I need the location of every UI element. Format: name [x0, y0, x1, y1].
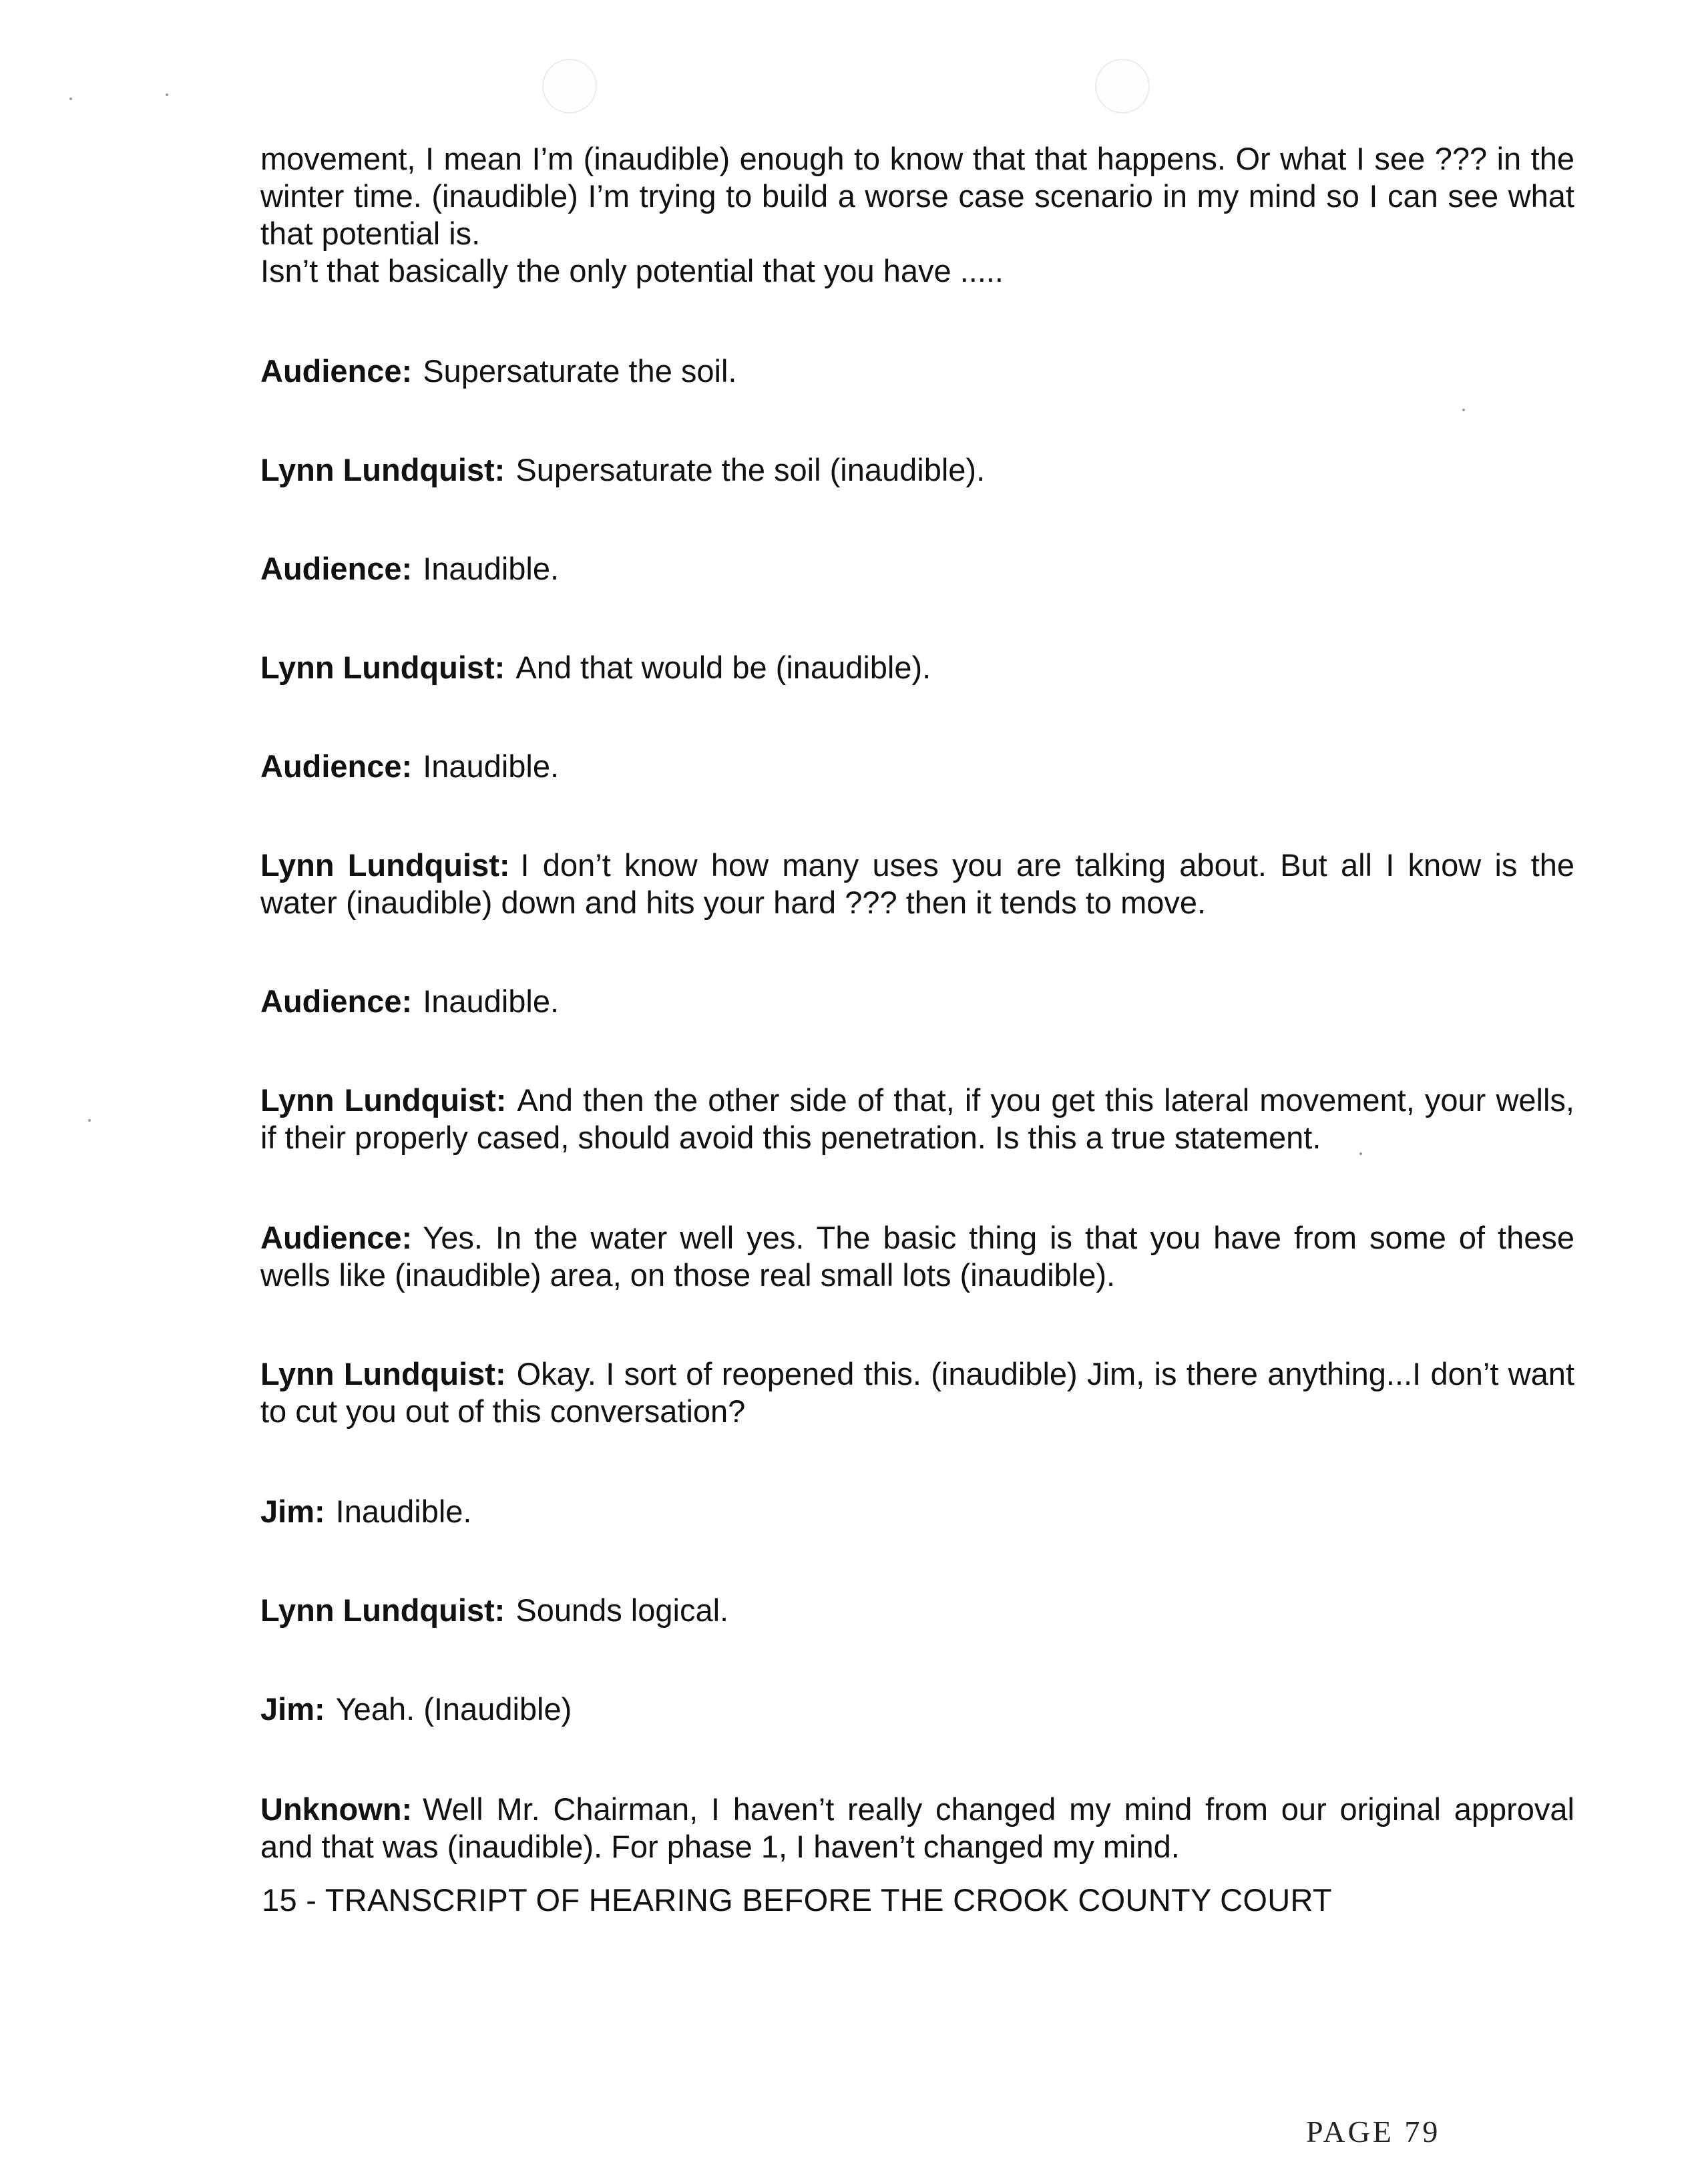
speaker-name: Audience:	[260, 984, 413, 1019]
dialogue-turn	[260, 353, 1574, 390]
speaker-name: Audience:	[260, 1220, 413, 1255]
speech-text: And that would be (inaudible).	[515, 650, 931, 685]
speech-text: Inaudible.	[423, 984, 560, 1019]
speaker-name: Lynn Lundquist:	[260, 1356, 506, 1391]
speaker-name: Jim:	[260, 1691, 325, 1727]
dialogue-turn	[260, 550, 1574, 588]
dialogue-turn	[260, 1082, 1574, 1156]
dialogue-turn	[260, 1592, 1574, 1629]
speech-text: And then the other side of that, if you get this lateral movement, your wells, if their properly cased, should avoid this penetration. Is this a true statement.	[260, 1082, 1574, 1155]
dialogue-turn	[260, 847, 1574, 921]
dialogue-turn	[260, 451, 1574, 489]
dialogue-turn	[260, 983, 1574, 1020]
speech-text: Sounds logical.	[515, 1592, 729, 1628]
dialogue-turn	[260, 748, 1574, 785]
dialogue-turn	[260, 649, 1574, 686]
speaker-name: Audience:	[260, 353, 413, 389]
speaker-name: Lynn Lundquist:	[260, 1082, 507, 1118]
transcript-footer-title: 15 - TRANSCRIPT OF HEARING BEFORE THE CROOK COUNTY COURT	[262, 1882, 1332, 1918]
speech-text: Well Mr. Chairman, I haven’t really changed my mind from our original approval and that was (inaudible). For phase 1, I haven’t changed my mind.	[260, 1791, 1574, 1864]
transcript-body	[260, 140, 1574, 1866]
speech-text: Supersaturate the soil (inaudible).	[515, 452, 986, 487]
speech-text: Inaudible.	[423, 551, 560, 586]
dialogue-turn	[260, 1355, 1574, 1430]
speaker-name: Lynn Lundquist:	[260, 1592, 505, 1628]
speaker-name: Lynn Lundquist:	[260, 452, 505, 487]
intro-line-2: Isn’t that basically the only potential that you have .....	[260, 253, 1004, 288]
scan-speck	[166, 93, 168, 96]
speaker-name: Unknown:	[260, 1791, 413, 1827]
dialogue-turn	[260, 1219, 1574, 1294]
page-number-stamp: PAGE 79	[1306, 2115, 1441, 2149]
speech-text: Okay. I sort of reopened this. (inaudible) Jim, is there anything...I don’t want to cut you out of this conversation?	[260, 1356, 1574, 1429]
speech-text: I don’t know how many uses you are talking about. But all I know is the water (inaudible) down and hits your hard ??? then it tends to move.	[260, 847, 1574, 920]
speaker-name: Lynn Lundquist:	[260, 650, 505, 685]
dialogue-turn	[260, 1691, 1574, 1728]
speech-text: Inaudible.	[335, 1494, 472, 1529]
intro-paragraph	[260, 140, 1574, 290]
speech-text: Yeah. (Inaudible)	[335, 1691, 572, 1727]
punch-hole-left	[542, 59, 597, 114]
dialogue-turn	[260, 1493, 1574, 1530]
speaker-name: Jim:	[260, 1494, 325, 1529]
intro-line-1: movement, I mean I’m (inaudible) enough to know that that happens. Or what I see ??? in the winter time. (inaudible) I’m trying to build a worse case scenario in my mind so I can see what that potential is.	[260, 141, 1574, 251]
speaker-name: Audience:	[260, 748, 413, 784]
speech-text: Inaudible.	[423, 748, 560, 784]
scan-speck	[69, 97, 72, 100]
speech-text: Supersaturate the soil.	[423, 353, 737, 389]
speaker-name: Lynn Lundquist:	[260, 847, 510, 883]
punch-hole-right	[1095, 59, 1150, 114]
scan-speck	[88, 1119, 91, 1122]
dialogue-turn	[260, 1791, 1574, 1866]
speech-text: Yes. In the water well yes. The basic thing is that you have from some of these wells like (inaudible) area, on those real small lots (inaudible).	[260, 1220, 1574, 1293]
speaker-name: Audience:	[260, 551, 413, 586]
